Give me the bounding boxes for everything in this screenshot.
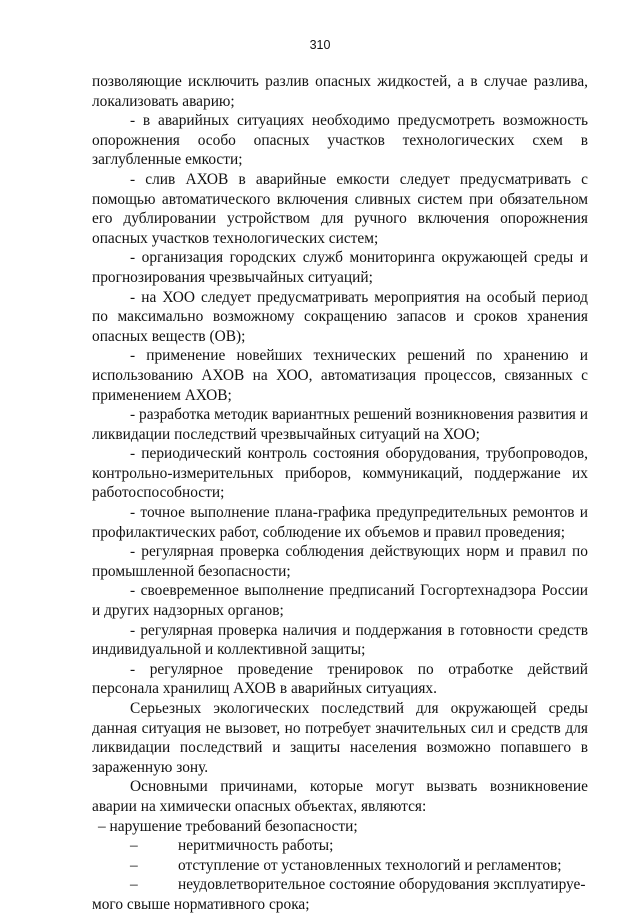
list-item: - применение новейших технических решений по хранению и использованию АХОВ на ХОО, автоматизация процессов, связанных с применением АХОВ; [92, 347, 588, 404]
sub-list-item-text: отступление от установленных технологий и регламентов; [178, 856, 562, 874]
main-list-item: – нарушение требований безопасности; [98, 817, 358, 835]
list-item: - слив АХОВ в аварийные емкости следует предусматривать с помощью автоматического включения сливных систем при обязательном его дублировании устройством для ручного включения опорожнения опасных участков технологических систем; [92, 170, 588, 247]
page-number: 310 [309, 38, 331, 52]
body-text [92, 72, 588, 915]
list-item: - в аварийных ситуациях необходимо предусмотреть возможность опорожнения особо опасных участков технологических схем в заглубленные емкости; [92, 112, 588, 169]
sub-list-item [92, 875, 588, 895]
dash-marker: – [130, 876, 138, 894]
list-item: - разработка методик вариантных решений возникновения развития и ликвидации последствий чрезвычайных ситуаций на ХОО; [92, 406, 588, 443]
list-item: - точное выполнение плана-графика предупредительных ремонтов и профилактических работ, соблюдение их объемов и правил проведения; [92, 504, 588, 541]
paragraph: Серьезных экологических последствий для окружающей среды данная ситуация не вызовет, но потребует значительных сил и средств для ликвидации последствий и защиты населения возможно попавшего в зараженную зону. [92, 700, 588, 776]
sub-list-item [92, 856, 588, 876]
list-item: - регулярная проверка соблюдения действующих норм и правил по промышленной безопасности; [92, 543, 588, 580]
sub-list-item-text: неудовлетворительное состояние оборудования эксплуатируе- [178, 876, 586, 894]
sub-list-item [92, 836, 588, 856]
sub-list-item-text: неритмичность работы; [178, 837, 334, 855]
list-item: - на ХОО следует предусматривать мероприятия на особый период по максимально возможному сокращению запасов и сроков хранения опасных веществ (ОВ); [92, 288, 588, 345]
paragraph: позволяющие исключить разлив опасных жидкостей, а в случае разлива, локализовать аварию; [92, 73, 588, 110]
dash-marker: – [130, 856, 138, 874]
list-item: - периодический контроль состояния оборудования, трубопроводов, контрольно-измерительных приборов, коммуникаций, поддержание их работоспособности; [92, 445, 588, 502]
list-item: - регулярная проверка наличия и поддержания в готовности средств индивидуальной и коллективной защиты; [92, 621, 588, 659]
list-item: - организация городских служб мониторинга окружающей среды и прогнозирования чрезвычайных ситуаций; [92, 249, 588, 286]
list-item: - регулярное проведение тренировок по отработке действий персонала хранилищ АХОВ в аварийных ситуациях. [92, 660, 588, 698]
sub-list-item-continuation: мого свыше нормативного срока; [92, 895, 310, 913]
dash-marker: – [130, 837, 138, 855]
paragraph: Основными причинами, которые могут вызвать возникновение аварии на химически опасных объектах, являются: [92, 778, 588, 815]
list-item: - своевременное выполнение предписаний Госгортехнадзора России и других надзорных органов; [92, 582, 588, 620]
